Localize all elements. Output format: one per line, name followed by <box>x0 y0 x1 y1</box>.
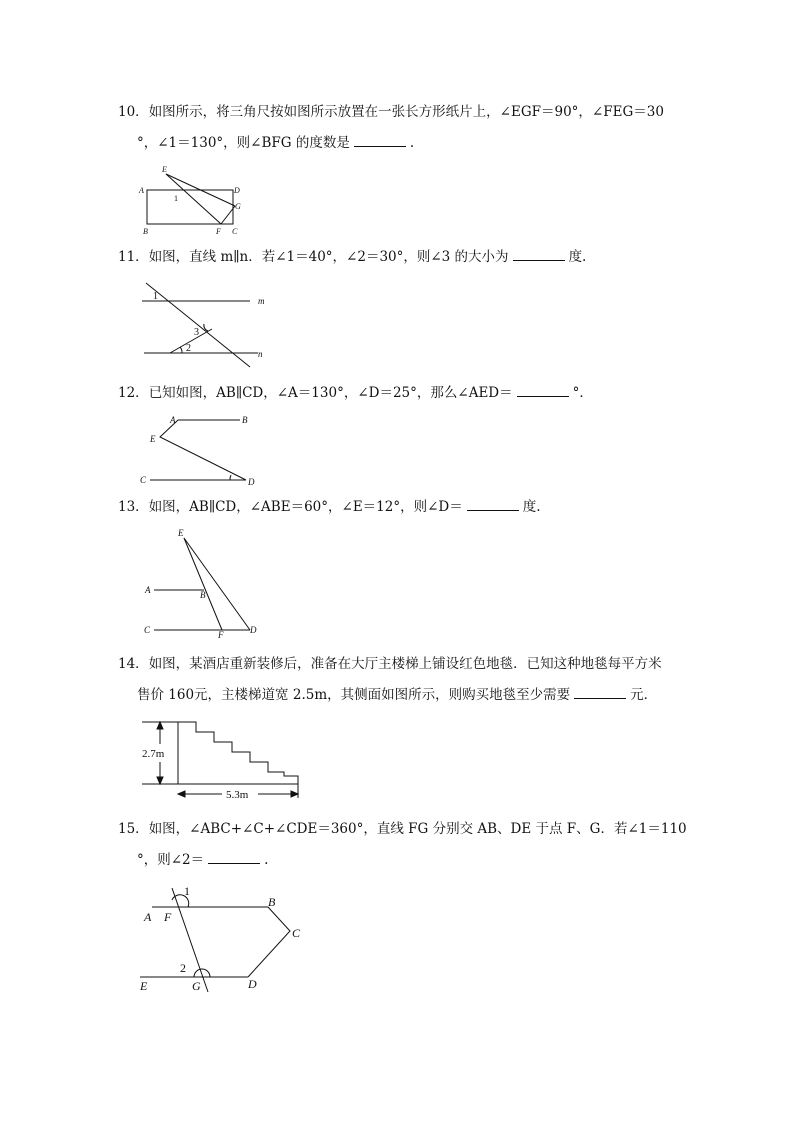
problem-text: °，∠1＝130°，则∠BFG 的度数是 <box>137 135 350 151</box>
label-a: A <box>145 585 151 595</box>
problem-15-line-2 <box>137 851 268 869</box>
problem-text-end: 元． <box>630 687 658 703</box>
rectangle-abcd <box>147 190 233 224</box>
width-arrowhead-right <box>291 791 298 797</box>
label-c: C <box>140 475 147 485</box>
label-b: B <box>268 895 276 909</box>
problem-text: 如图，某酒店重新装修后，准备在大厅主楼梯上铺设红色地毯．已知这种地毯每平方米 <box>148 656 662 672</box>
transversal <box>146 283 250 367</box>
figure-10 <box>136 162 246 238</box>
problem-text-end: . <box>409 135 415 151</box>
problem-10-line-1 <box>118 103 664 121</box>
stair-steps <box>178 722 298 784</box>
label-height: 2.7m <box>142 748 165 760</box>
line-fg <box>172 888 208 992</box>
label-n: n <box>258 349 263 359</box>
problem-13-line-1 <box>118 498 541 516</box>
problem-number: 13． <box>118 499 149 515</box>
problem-14-line-2 <box>137 686 657 704</box>
answer-blank[interactable] <box>517 384 569 397</box>
label-1: 1 <box>153 291 158 302</box>
problem-text: °，则∠2＝ <box>137 852 205 868</box>
label-d: D <box>250 625 257 635</box>
problem-12-line-1 <box>118 384 593 402</box>
problem-text: 如图，AB∥CD，∠ABE＝60°，∠E＝12°，则∠D＝ <box>148 499 463 515</box>
label-width: 5.3m <box>226 789 249 801</box>
answer-blank[interactable] <box>574 686 626 699</box>
arc-2 <box>180 347 182 353</box>
label-1: 1 <box>174 194 178 203</box>
height-arrowhead-up <box>157 722 163 729</box>
problem-text-end: 度. <box>568 249 587 265</box>
figure-15 <box>136 880 316 995</box>
problem-text: 如图所示，将三角尺按如图所示放置在一张长方形纸片上，∠EGF＝90°，∠FEG＝30 <box>148 104 664 120</box>
problem-text-end: 度. <box>522 499 541 515</box>
label-c: C <box>292 926 301 940</box>
answer-blank[interactable] <box>513 248 565 261</box>
problem-15-line-1 <box>118 820 687 838</box>
label-3: 3 <box>194 327 199 338</box>
problem-number: 10． <box>118 104 149 120</box>
label-e: E <box>140 979 148 993</box>
problem-text: 如图，∠ABC+∠C+∠CDE＝360°，直线 FG 分别交 AB、DE 于点 F、G．若∠1＝110 <box>148 821 687 837</box>
height-arrowhead-down <box>157 777 163 784</box>
label-b: B <box>200 590 206 600</box>
label-e: E <box>162 165 167 174</box>
answer-blank[interactable] <box>467 498 519 511</box>
figure-12 <box>138 411 263 489</box>
segment-angle-2 <box>170 329 212 353</box>
label-c: C <box>144 625 151 635</box>
label-m: m <box>258 296 265 306</box>
label-f: F <box>218 630 224 640</box>
label-b: B <box>143 227 148 236</box>
problem-10-line-2 <box>137 134 414 152</box>
answer-blank[interactable] <box>208 851 260 864</box>
label-c: C <box>232 227 238 236</box>
figure-13 <box>142 526 267 638</box>
figure-14 <box>138 716 308 806</box>
label-f: F <box>216 227 221 236</box>
problem-text-end: °． <box>572 385 593 401</box>
label-a: A <box>139 186 144 195</box>
label-2: 2 <box>186 343 191 354</box>
problem-text: 如图，直线 m∥n．若∠1＝40°，∠2＝30°，则∠3 的大小为 <box>148 249 509 265</box>
label-d: D <box>234 186 240 195</box>
label-a: A <box>170 415 176 425</box>
problem-number: 15． <box>118 821 149 837</box>
label-d: D <box>248 477 255 487</box>
label-e: E <box>178 528 184 538</box>
width-arrowhead-left <box>178 791 185 797</box>
arc-d <box>230 475 231 480</box>
label-2: 2 <box>180 961 186 975</box>
problem-text: 售价 160元，主楼梯道宽 2.5m，其侧面如图所示，则购买地毯至少需要 <box>137 687 571 703</box>
problem-number: 11． <box>118 249 149 265</box>
problem-text-end: . <box>264 852 269 868</box>
label-d: D <box>248 977 257 991</box>
segment-ef <box>184 538 222 630</box>
segments-ae-ed <box>160 420 246 480</box>
label-f: F <box>164 910 172 924</box>
answer-blank[interactable] <box>354 134 406 147</box>
label-a: A <box>144 910 152 924</box>
problem-number: 12． <box>118 385 149 401</box>
problem-11-line-1 <box>118 248 586 266</box>
label-1: 1 <box>184 884 190 898</box>
label-b: B <box>242 415 248 425</box>
label-e: E <box>150 434 156 444</box>
label-g: G <box>192 979 201 993</box>
label-g: G <box>235 202 241 211</box>
problem-14-line-1 <box>118 655 662 673</box>
segment-ed <box>184 538 250 630</box>
problem-number: 14． <box>118 656 149 672</box>
figure-11 <box>138 279 268 371</box>
problem-text: 已知如图，AB∥CD，∠A＝130°，∠D＝25°，那么∠AED＝ <box>148 385 513 401</box>
segments-bc-cd <box>248 907 290 977</box>
